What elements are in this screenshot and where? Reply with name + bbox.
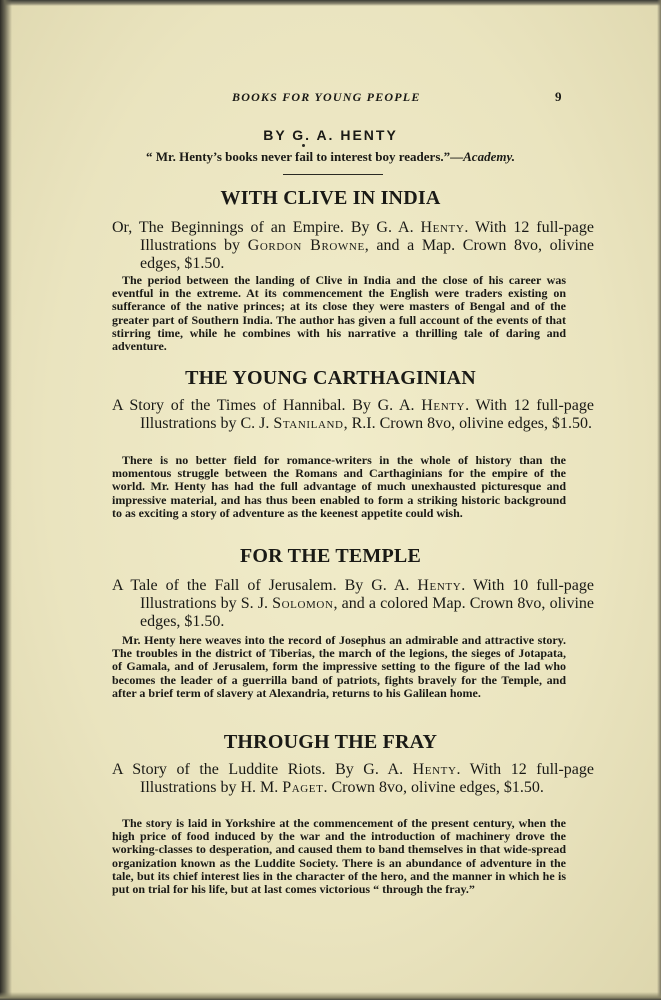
book-title: WITH CLIVE IN INDIA: [220, 187, 441, 209]
subtitle-text: Or, The Beginnings of an Empire. By G. A.: [112, 219, 421, 236]
book-subtitle: [112, 577, 594, 631]
book-description: The period between the landing of Clive in India and the close of his career was eventful in the extreme. At its commencement the English were traders existing on sufferance of the native princes; at its close they were masters of Bengal and of the greater part of Southern India. The author has given a full account of the events of that stirring time, while he combines with his narrative a thrilling tale of daring and adventure.: [112, 273, 566, 354]
illustrator-name: Solomon: [272, 595, 334, 612]
author-heading: BY G. A. HENTY: [263, 127, 398, 143]
quote-source: Academy.: [463, 149, 516, 164]
subtitle-text: , R.I. Crown 8vo, olivine edges, $1.50.: [343, 415, 593, 432]
book-title: THE YOUNG CARTHAGINIAN: [185, 367, 476, 389]
book-description: The story is laid in Yorkshire at the commencement of the present century, when the high price of food induced by the war and the introduction of machinery drove the working-classes to desperation, and caused them to band themselves in that wide-spread organization known as the Luddite Society. There is an abundance of adventure in the tale, but its chief interest lies in the character of the hero, and the manner in which he is put on trial for his life, but at last comes victorious “ through the fray.”: [112, 816, 566, 897]
subtitle-text: A Story of the Times of Hannibal. By G. A.: [112, 397, 422, 414]
illustrator-name: Gordon Browne: [247, 237, 365, 254]
running-head: BOOKS FOR YOUNG PEOPLE: [232, 90, 421, 104]
subtitle-text: A Story of the Luddite Riots. By G. A.: [112, 761, 413, 778]
subtitle-text: , and a Map. Crown 8vo, olivine edges, $1.50.: [140, 237, 595, 272]
subtitle-text: . With 12 full-page Illustrations by C. J.: [140, 397, 595, 432]
book-title: FOR THE TEMPLE: [240, 545, 421, 567]
author-name: Henty: [417, 577, 462, 594]
section-rule: [283, 174, 383, 175]
author-name: Henty: [421, 397, 466, 414]
quote-text: “ Mr. Henty’s books never fail to interest boy readers.”—: [145, 149, 464, 164]
subtitle-text: . With 12 full-page Illustrations by H. M.: [140, 761, 595, 796]
illustrator-name: Paget: [282, 779, 324, 796]
illustrator-name: Staniland: [273, 415, 344, 432]
press-quote: [0, 149, 661, 165]
book-subtitle: [112, 397, 594, 433]
subtitle-text: . With 12 full-page Illustrations by: [140, 219, 595, 254]
book-title: THROUGH THE FRAY: [223, 731, 438, 753]
page-top-edge: [0, 0, 661, 6]
book-subtitle: [112, 219, 594, 273]
bullet-ornament: [302, 144, 305, 147]
page-bottom-edge: [0, 992, 661, 1000]
book-subtitle: [112, 761, 594, 797]
author-name: Henty: [412, 761, 457, 778]
subtitle-text: A Tale of the Fall of Jerusalem. By G. A.: [112, 577, 418, 594]
page-number: 9: [555, 89, 562, 104]
subtitle-text: . With 10 full-page Illustrations by S. J.: [140, 577, 595, 612]
book-description: There is no better field for romance-writers in the whole of history than the momentous struggle between the Romans and Carthaginians for the empire of the world. Mr. Henty has had the full advantage of much unexhausted picturesque and impressive material, and has thus been enabled to form a striking historic background to as exciting a story of adventure as the keenest appetite could wish.: [112, 453, 566, 520]
book-description: Mr. Henty here weaves into the record of Josephus an admirable and attractive story. The troubles in the district of Tiberias, the march of the legions, the sieges of Jotapata, of Gamala, and of Jerusalem, form the impressive setting to the figure of the lad who becomes the leader of a guerrilla band of patriots, fights bravely for the Temple, and after a brief term of slavery at Alexandria, returns to his Galilean home.: [112, 633, 566, 700]
author-name: Henty: [420, 219, 465, 236]
subtitle-text: , and a colored Map. Crown 8vo, olivine edges, $1.50.: [140, 595, 595, 630]
subtitle-text: . Crown 8vo, olivine edges, $1.50.: [323, 779, 544, 796]
